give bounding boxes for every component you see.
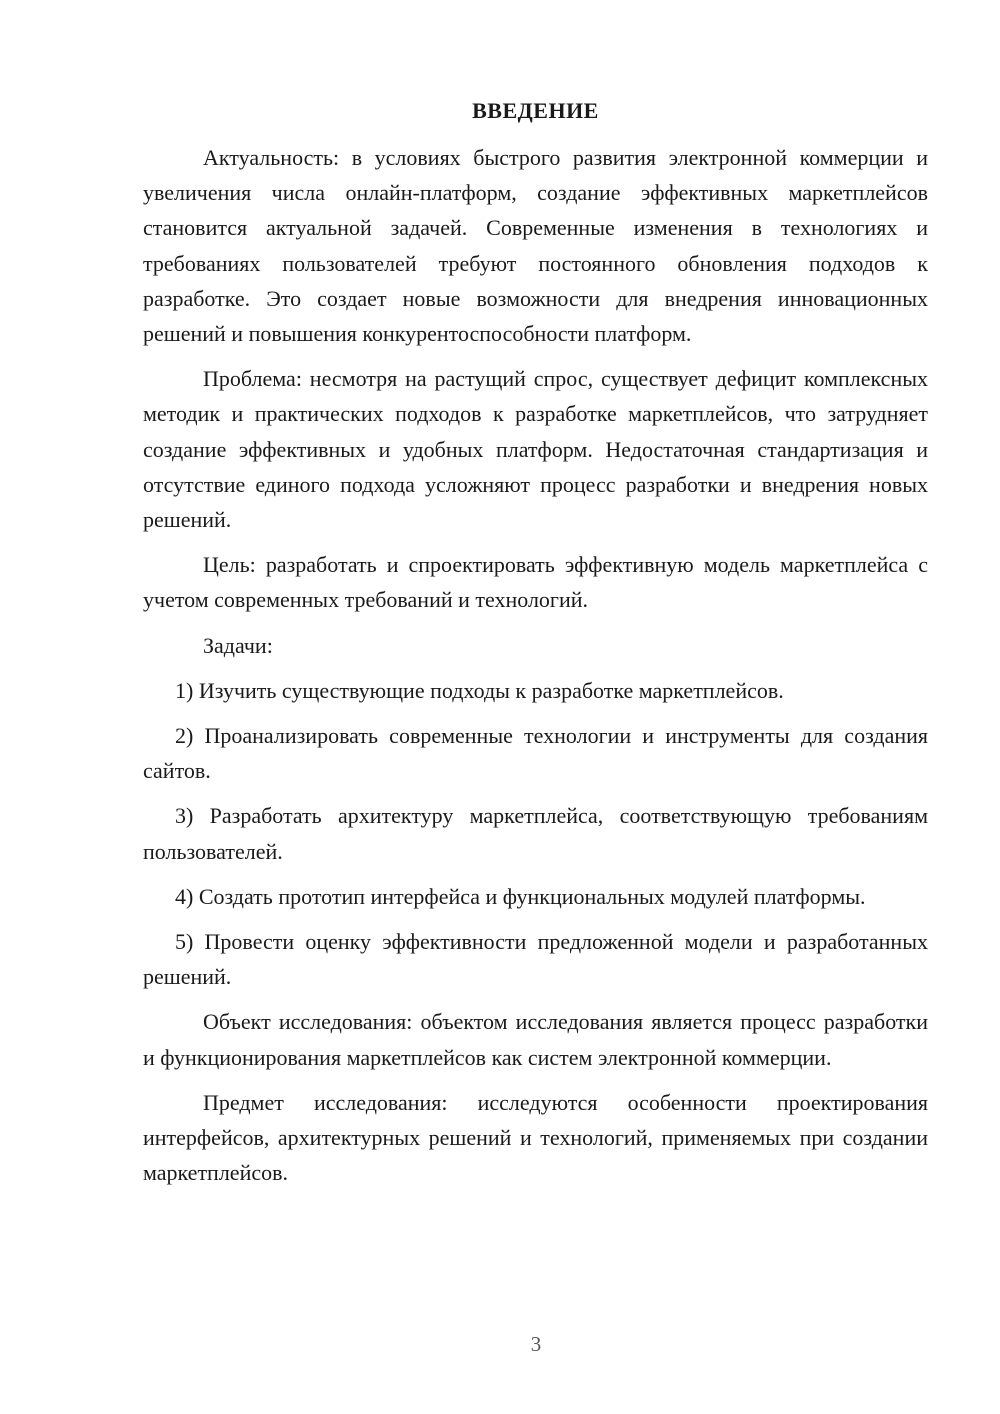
task-item-1: 1) Изучить существующие подходы к разработке маркетплейсов. — [175, 677, 784, 703]
page-number: 3 — [530, 1332, 542, 1356]
task-item-4: 4) Создать прототип интерфейса и функциональных модулей платформы. — [175, 883, 866, 909]
page-title: ВВЕДЕНИЕ — [472, 98, 599, 123]
paragraph-goal: Цель: разработать и спроектировать эффективную модель маркетплейса с учетом современных требований и технологий. — [143, 552, 928, 613]
paragraph-subject: Предмет исследования: исследуются особенности проектирования интерфейсов, архитектурных решений и технологий, применяемых при создании маркетплейсов. — [143, 1089, 928, 1186]
task-item-3: 3) Разработать архитектуру маркетплейса, соответствующую требованиям пользователей. — [143, 803, 928, 864]
tasks-label: Задачи: — [203, 632, 273, 658]
paragraph-relevance: Актуальность: в условиях быстрого развития электронной коммерции и увеличения числа онлайн-платформ, создание эффективных маркетплейсов становится актуальной задачей. Современные изменения в технологиях и требованиях пользователей требуют постоянного обновления подходов к разработке. Это создает новые возможности для внедрения инновационных решений и повышения конкурентоспособности платформ. — [143, 145, 928, 347]
paragraph-object: Объект исследования: объектом исследования является процесс разработки и функционирования маркетплейсов как систем электронной коммерции. — [143, 1009, 928, 1070]
task-item-2: 2) Проанализировать современные технологии и инструменты для создания сайтов. — [143, 723, 928, 784]
document-page — [143, 94, 928, 1190]
paragraph-problem: Проблема: несмотря на растущий спрос, существует дефицит комплексных методик и практических подходов к разработке маркетплейсов, что затрудняет создание эффективных и удобных платформ. Недостаточная стандартизация и отсутствие единого подхода усложняют процесс разработки и внедрения новых решений. — [143, 366, 928, 533]
task-item-5: 5) Провести оценку эффективности предложенной модели и разработанных решений. — [143, 929, 928, 990]
